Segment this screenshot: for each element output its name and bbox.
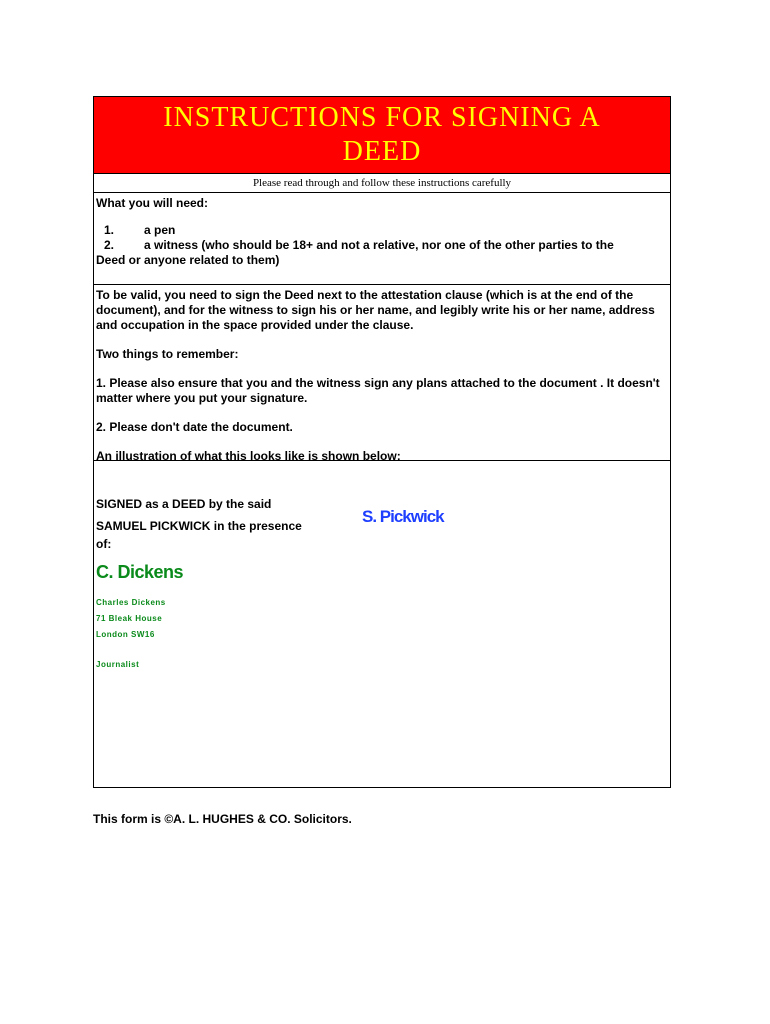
witness-name: Charles Dickens	[96, 598, 166, 607]
needs-heading: What you will need:	[96, 196, 209, 210]
remember-heading: Two things to remember:	[96, 347, 239, 361]
subtitle: Please read through and follow these instructions carefully	[94, 174, 670, 193]
witness-signature: C. Dickens	[96, 562, 184, 582]
deed-instructions-form	[93, 96, 671, 788]
witness-address-line: London SW16	[96, 630, 155, 639]
list-text-continued: Deed or anyone related to them)	[96, 253, 280, 267]
list-item	[96, 238, 668, 253]
title-line-2: DEED	[342, 136, 422, 167]
attestation-line: SIGNED as a DEED by the said	[96, 497, 272, 511]
title-banner	[94, 97, 670, 174]
illustration-note: An illustration of what this looks like is shown below:	[96, 449, 401, 463]
remember-point-2: 2. Please don't date the document.	[96, 420, 293, 434]
page-title	[94, 101, 670, 169]
attestation-clause	[96, 493, 326, 552]
list-item	[96, 223, 668, 238]
list-text: a witness (who should be 18+ and not a relative, nor one of the other parties to the	[144, 238, 614, 252]
list-number: 1.	[103, 223, 114, 237]
attestation-line: of:	[96, 537, 112, 551]
list-text: a pen	[144, 223, 176, 237]
witness-address-line: 71 Bleak House	[96, 614, 163, 623]
signatory-signature: S. Pickwick	[362, 507, 444, 526]
validity-paragraph: To be valid, you need to sign the Deed next to the attestation clause (which is at the end of the document), and for the witness to sign his or her name, and legibly write his or her name, address and occupation in the space provided under the clause.	[96, 288, 655, 332]
attestation-line: SAMUEL PICKWICK in the presence	[96, 519, 302, 533]
validity-section	[94, 285, 670, 461]
witness-occupation: Journalist	[96, 660, 140, 669]
copyright-footer: This form is ©A. L. HUGHES & CO. Solicitors.	[93, 812, 352, 826]
remember-point-1: 1. Please also ensure that you and the witness sign any plans attached to the document . It doesn't matter where you put your signature.	[96, 376, 660, 405]
example-section	[94, 461, 670, 787]
list-number: 2.	[103, 238, 114, 252]
title-line-1: INSTRUCTIONS FOR SIGNING A	[163, 102, 601, 133]
needs-section	[94, 193, 670, 285]
